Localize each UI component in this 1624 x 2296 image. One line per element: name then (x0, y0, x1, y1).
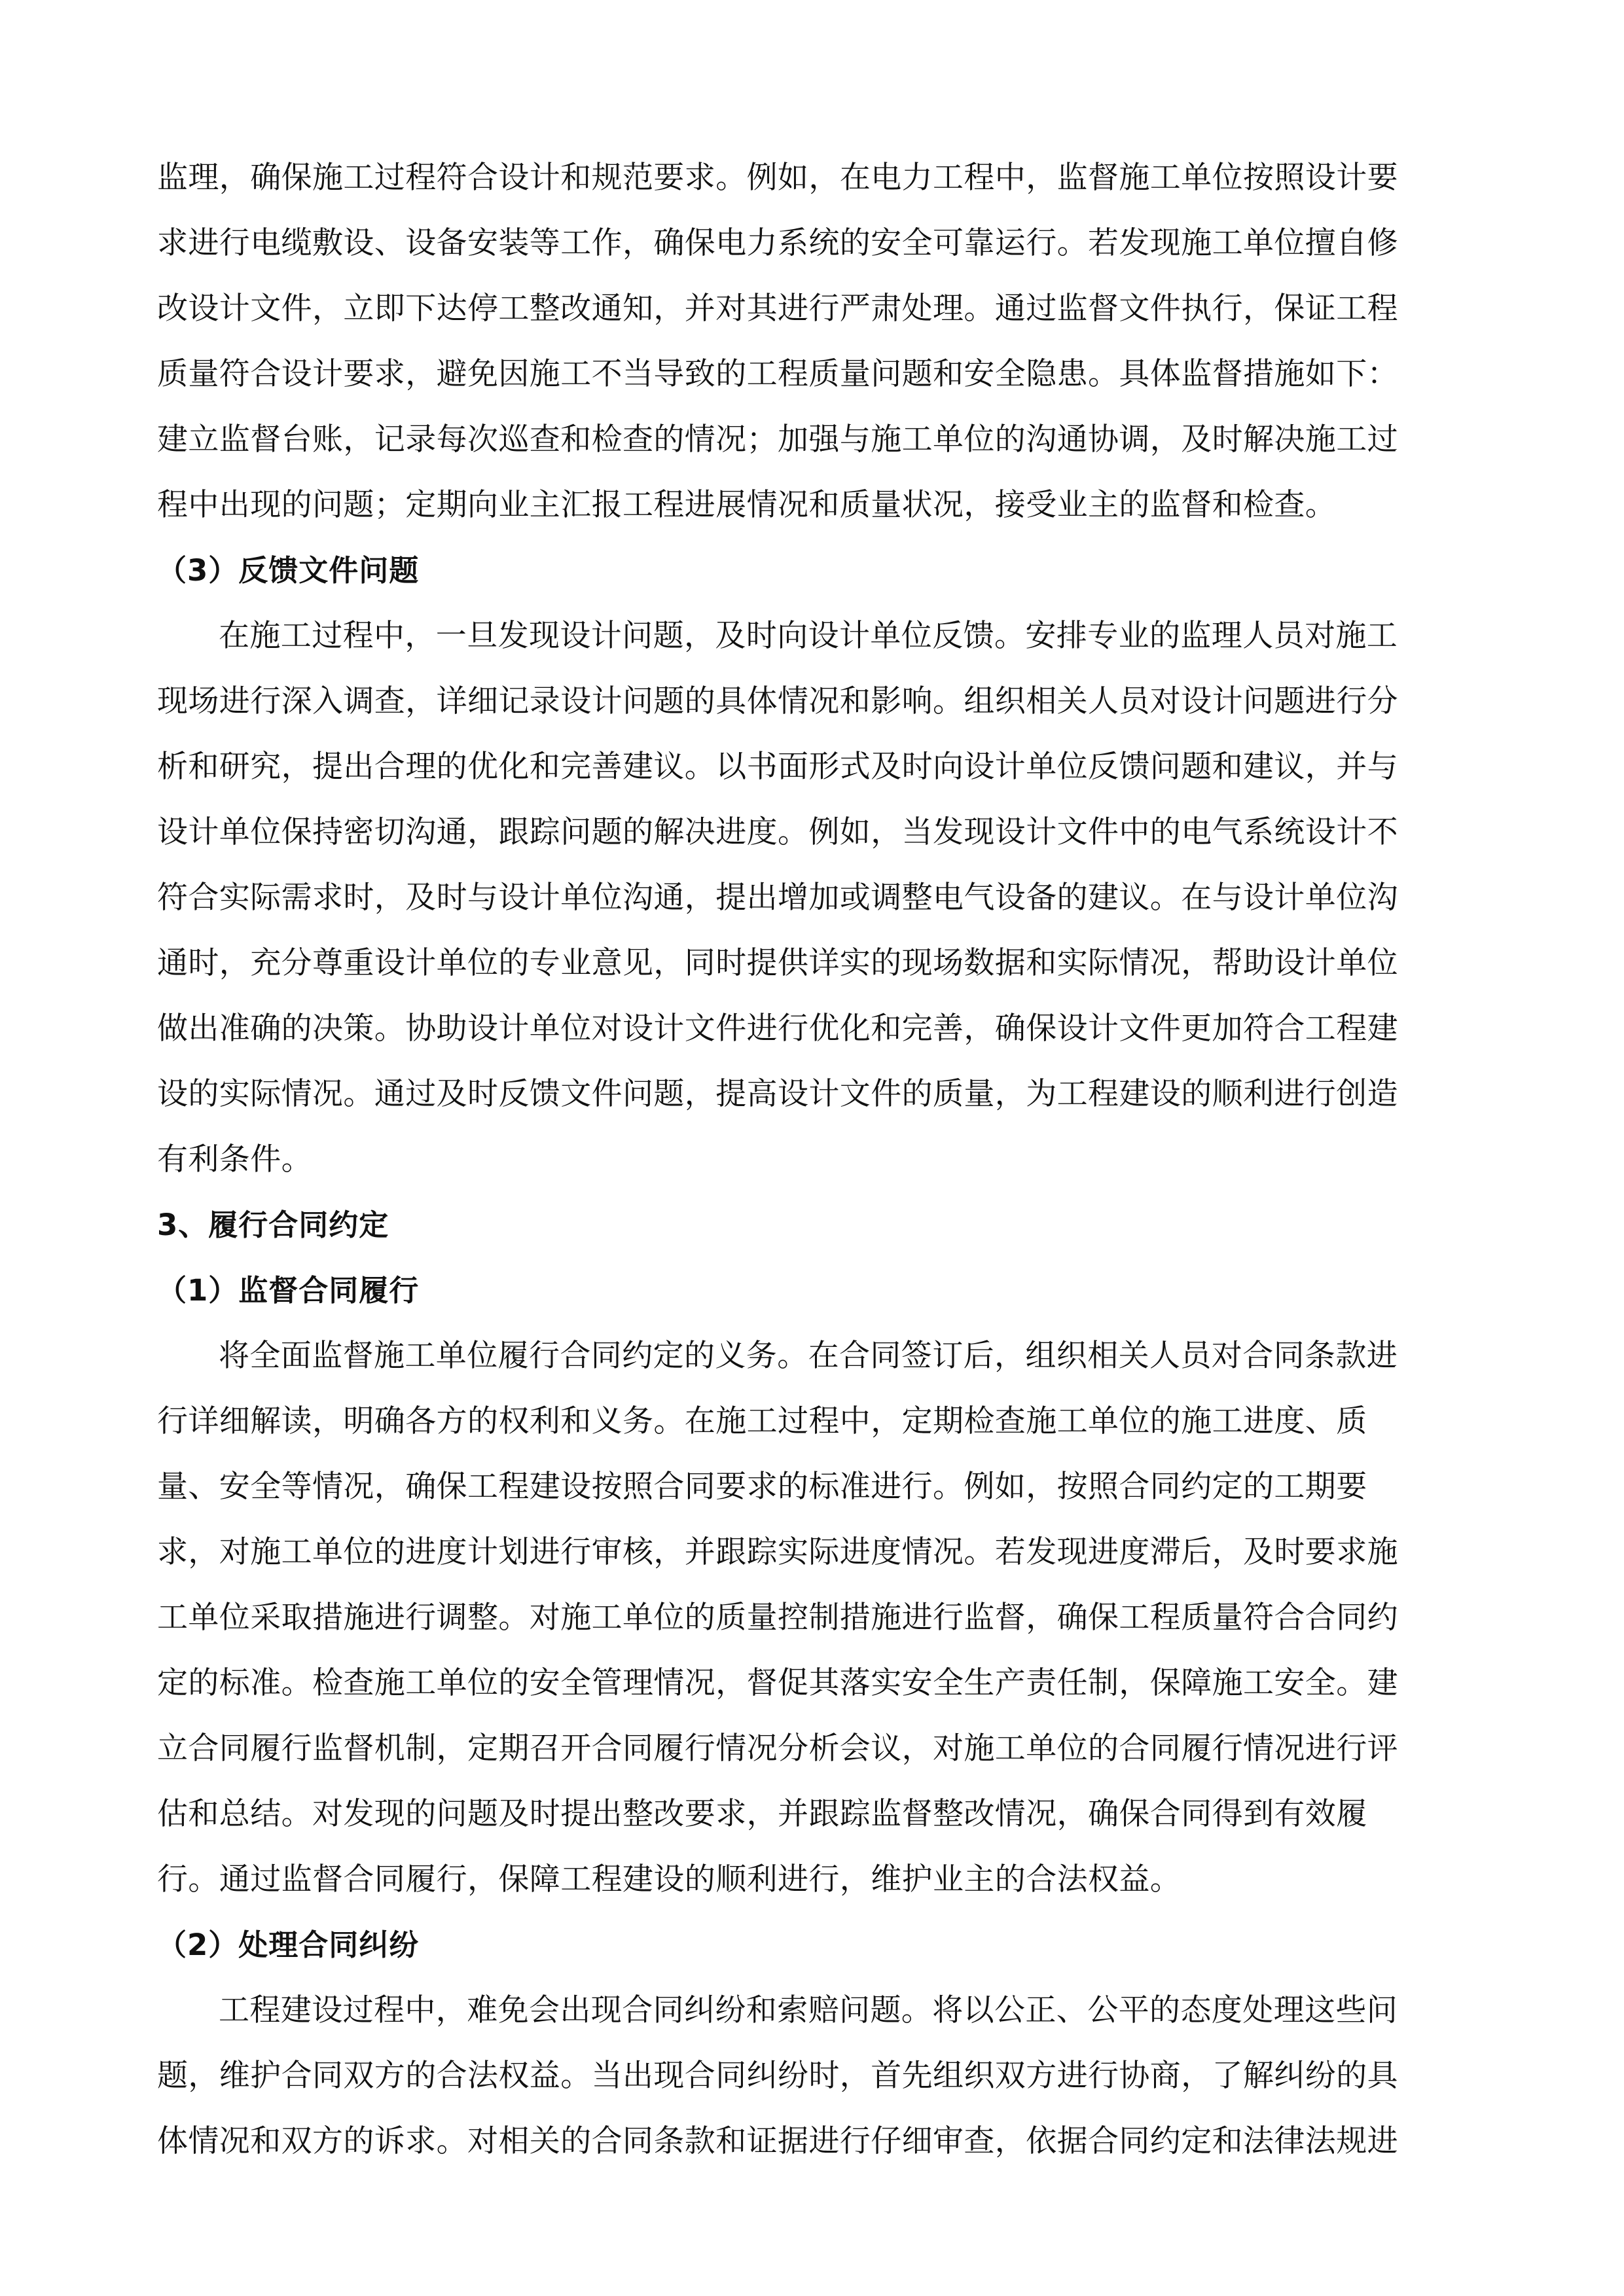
text-line: 做出准确的决策。协助设计单位对设计文件进行优化和完善，确保设计文件更加符合工程建 (157, 1011, 1398, 1047)
text-line: 求，对施工单位的进度计划进行审核，并跟踪实际进度情况。若发现进度滞后，及时要求施 (157, 1534, 1398, 1570)
paragraph-document-supervision (157, 145, 1466, 538)
text-line: 建立监督台账，记录每次巡查和检查的情况；加强与施工单位的沟通协调，及时解决施工过 (157, 422, 1398, 457)
text-line: 改设计文件，立即下达停工整改通知，并对其进行严肃处理。通过监督文件执行，保证工程 (157, 291, 1398, 327)
text-line: 体情况和双方的诉求。对相关的合同条款和证据进行仔细审查，依据合同约定和法律法规进 (157, 2123, 1398, 2159)
text-line: 现场进行深入调查，详细记录设计问题的具体情况和影响。组织相关人员对设计问题进行分 (157, 683, 1398, 719)
text-line: 行详细解读，明确各方的权利和义务。在施工过程中，定期检查施工单位的施工进度、质 (157, 1403, 1367, 1439)
text-line: 立合同履行监督机制，定期召开合同履行情况分析会议，对施工单位的合同履行情况进行评 (157, 1731, 1398, 1767)
section-heading-contract-dispute: （2）处理合同纠纷 (157, 1928, 420, 1962)
text-line: 工程建设过程中，难免会出现合同纠纷和索赔问题。将以公正、公平的态度处理这些问 (219, 1992, 1398, 2028)
text-line: 在施工过程中，一旦发现设计问题，及时向设计单位反馈。安排专业的监理人员对施工 (219, 618, 1398, 654)
text-line: 量、安全等情况，确保工程建设按照合同要求的标准进行。例如，按照合同约定的工期要 (157, 1469, 1367, 1505)
text-line: 析和研究，提出合理的优化和完善建议。以书面形式及时向设计单位反馈问题和建议，并与 (157, 749, 1398, 785)
text-line: 设的实际情况。通过及时反馈文件问题，提高设计文件的质量，为工程建设的顺利进行创造 (157, 1076, 1398, 1112)
text-line: 行。通过监督合同履行，保障工程建设的顺利进行，维护业主的合法权益。 (157, 1861, 1182, 1897)
section-heading-contract: 3、履行合同约定 (157, 1208, 389, 1242)
text-line: 有利条件。 (157, 1141, 312, 1177)
text-line: 题，维护合同双方的合法权益。当出现合同纠纷时，首先组织双方进行协商，了解纠纷的具 (157, 2058, 1398, 2094)
section-heading-supervise-contract: （1）监督合同履行 (157, 1273, 420, 1308)
text-line: 估和总结。对发现的问题及时提出整改要求，并跟踪监督整改情况，确保合同得到有效履 (157, 1796, 1367, 1832)
text-line: 符合实际需求时，及时与设计单位沟通，提出增加或调整电气设备的建议。在与设计单位沟 (157, 880, 1398, 916)
text-line: 设计单位保持密切沟通，跟踪问题的解决进度。例如，当发现设计文件中的电气系统设计不 (157, 814, 1398, 850)
text-line: 程中出现的问题；定期向业主汇报工程进展情况和质量状况，接受业主的监督和检查。 (157, 487, 1337, 523)
section-heading-feedback: （3）反馈文件问题 (157, 553, 420, 588)
text-line: 通时，充分尊重设计单位的专业意见，同时提供详实的现场数据和实际情况，帮助设计单位 (157, 945, 1398, 981)
text-line: 工单位采取措施进行调整。对施工单位的质量控制措施进行监督，确保工程质量符合合同约 (157, 1600, 1398, 1636)
text-line: 质量符合设计要求，避免因施工不当导致的工程质量问题和安全隐患。具体监督措施如下： (157, 356, 1398, 392)
document-body (157, 145, 1466, 2174)
text-line: 监理，确保施工过程符合设计和规范要求。例如，在电力工程中，监督施工单位按照设计要 (157, 160, 1398, 196)
paragraph-contract-dispute (157, 1978, 1466, 2174)
text-line: 将全面监督施工单位履行合同约定的义务。在合同签订后，组织相关人员对合同条款进 (219, 1338, 1398, 1374)
text-line: 求进行电缆敷设、设备安装等工作，确保电力系统的安全可靠运行。若发现施工单位擅自修 (157, 225, 1398, 261)
text-line: 定的标准。检查施工单位的安全管理情况，督促其落实安全生产责任制，保障施工安全。建 (157, 1665, 1398, 1701)
paragraph-feedback (157, 603, 1466, 1193)
paragraph-supervise-contract (157, 1323, 1466, 1912)
